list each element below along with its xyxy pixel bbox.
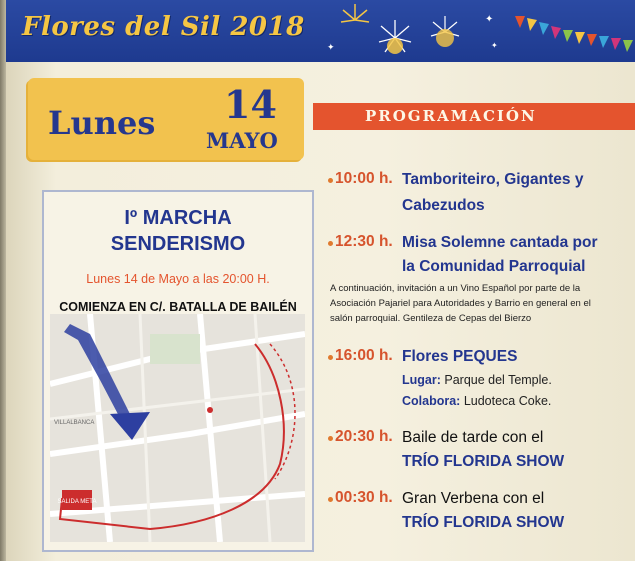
detail-label: Colabora: <box>402 394 461 408</box>
event-title-cont: TRÍO FLORIDA SHOW <box>402 453 565 470</box>
event-note-line: A continuación, invitación a un Vino Español por parte de la <box>330 283 581 294</box>
fireworks-decoration <box>315 0 635 62</box>
detail-value: Parque del Temple. <box>440 373 552 387</box>
event-detail <box>402 370 552 391</box>
date-weekday: Lunes <box>48 104 156 142</box>
header-banner <box>6 0 635 62</box>
programacion-bar <box>313 103 635 130</box>
bullet-icon <box>328 497 333 502</box>
map-street-label: VILLALBANCA <box>54 420 95 426</box>
festival-title: Flores del Sil 2018 <box>22 12 305 42</box>
detail-label: Lugar: <box>402 373 441 387</box>
detail-value: Ludoteca Coke. <box>460 394 552 408</box>
event-time: 00:30 h. <box>335 489 393 506</box>
event-title: Baile de tarde con el <box>402 429 544 446</box>
event-title-prefix: Flores <box>402 348 453 365</box>
programacion-heading: PROGRAMACIÓN <box>365 107 537 125</box>
event-title: Gran Verbena con el <box>402 490 545 507</box>
event-note-line: salón parroquial. Gentileza de Cepas del Bierzo <box>330 313 532 324</box>
walk-start-location: COMIENZA EN C/. BATALLA DE BAILÉN <box>59 300 297 314</box>
bullet-icon <box>328 355 333 360</box>
map-start-label: SALIDA META <box>57 499 97 505</box>
booklet-page <box>6 0 635 561</box>
map-pin-icon <box>207 407 213 413</box>
date-box <box>28 78 304 160</box>
walk-title-cont: SENDERISMO <box>110 233 246 255</box>
svg-text:✦: ✦ <box>485 14 494 25</box>
walk-info-box <box>42 190 314 552</box>
event-title: Tamboriteiro, Gigantes y <box>402 171 584 188</box>
event-title <box>402 345 517 369</box>
bullet-icon <box>328 241 333 246</box>
event-title-cont: TRÍO FLORIDA SHOW <box>402 514 565 531</box>
bullet-icon <box>328 178 333 183</box>
walk-title: Iº MARCHA <box>124 207 232 229</box>
event-time: 12:30 h. <box>335 233 393 250</box>
event-title-cont: Cabezudos <box>402 197 485 214</box>
event-title-cont: la Comunidad Parroquial <box>402 258 586 275</box>
event-detail <box>402 391 551 412</box>
event-time: 20:30 h. <box>335 428 393 445</box>
svg-text:✦: ✦ <box>327 42 335 52</box>
date-day-number: 14 <box>224 82 277 127</box>
bullet-icon <box>328 436 333 441</box>
route-map <box>50 314 305 542</box>
event-note <box>330 281 628 326</box>
event-time: 10:00 h. <box>335 170 393 187</box>
date-month: MAYO <box>206 128 278 153</box>
walk-schedule: Lunes 14 de Mayo a las 20:00 H. <box>86 272 270 286</box>
event-title: Misa Solemne cantada por <box>402 234 598 251</box>
svg-text:✦: ✦ <box>491 41 498 50</box>
event-title-strong: PEQUES <box>452 348 518 365</box>
event-time: 16:00 h. <box>335 347 393 364</box>
event-note-line: Asociación Pajariel para Autoridades y Barrio en general en el <box>330 298 591 309</box>
